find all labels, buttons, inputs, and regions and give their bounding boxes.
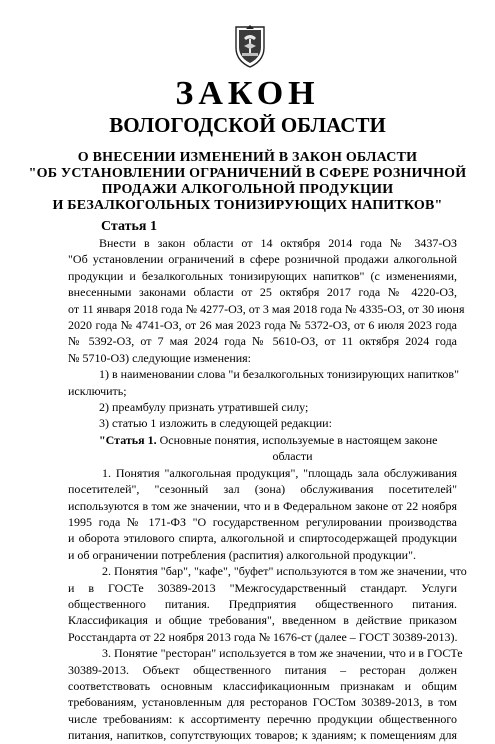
text-line: № 5392-ОЗ, от 7 мая 2024 года № 5610-ОЗ, от 11 октября 2024 года <box>68 334 457 349</box>
law-heading-line: ПРОДАЖИ АЛКОГОЛЬНОЙ ПРОДУКЦИИ <box>101 182 394 197</box>
text-line: 30389-2013. Объект общественного питания – ресторан должен <box>68 662 457 677</box>
law-heading <box>0 150 495 214</box>
region-title: ВОЛОГОДСКОЙ ОБЛАСТИ <box>109 113 386 137</box>
text-line: № 5710-ОЗ) следующие изменения: <box>68 350 252 365</box>
text-line: 3) статью 1 изложить в следующей редакции: <box>99 416 332 431</box>
text-line: 2020 года № 4741-ОЗ, от 26 мая 2023 года № 5372-ОЗ, от 6 июля 2023 года <box>68 318 457 333</box>
text-line: и в ГОСТе 30389-2013 "Межгосударственный стандарт. Услуги <box>68 580 457 595</box>
text-line: 1. Понятия "алкогольная продукция", "площадь зала обслуживания <box>102 465 457 480</box>
text-line: 2) преамбулу признать утратившей силу; <box>99 400 309 415</box>
text-line: "Об установлении ограничений в сфере розничной продажи алкогольной <box>68 252 457 267</box>
text-line: от 11 января 2018 года № 4277-ОЗ, от 3 мая 2018 года № 4335-ОЗ, от 30 июня <box>68 301 465 316</box>
text-line: Росстандарта от 22 ноября 2013 года № 1676-ст (далее – ГОСТ 30389-2013). <box>68 629 458 644</box>
quoted-article-heading <box>68 432 457 448</box>
text-line: 2. Понятия "бар", "кафе", "буфет" используются в том же значении, что <box>102 564 467 579</box>
quoted-article-title-rest: Основные понятия, используемые в настоящем законе <box>156 432 438 447</box>
text-line: внесенными законами области от 25 октября 2017 года № 4220-ОЗ, <box>68 285 457 300</box>
article-title: Статья 1 <box>101 219 157 234</box>
coat-of-arms-icon <box>233 24 267 68</box>
text-line: требованиям, установленным для ресторанов ГОСТом 30389-2013, в том <box>68 695 457 710</box>
text-line: используются в том же значении, что и в Федеральном законе от 22 ноября <box>68 498 457 513</box>
text-line: 1) в наименовании слова "и безалкогольных тонизирующих напитков" <box>99 367 459 382</box>
text-line: продукции и безалкогольных тонизирующих напитков" (с изменениями, <box>68 268 457 283</box>
text-line: общественного питания. Предприятия общественного питания. <box>68 596 457 611</box>
text-line: Внести в закон области от 14 октября 2014 года № 3437-ОЗ <box>99 236 457 250</box>
text-line: посетителей", "сезонный зал (зона) обслуживания посетителей" <box>68 482 457 497</box>
law-heading-line: "ОБ УСТАНОВЛЕНИИ ОГРАНИЧЕНИЙ В СФЕРЕ РОЗНИЧНОЙ <box>28 166 467 181</box>
text-line: 1995 года № 171-ФЗ "О государственном регулировании производства <box>68 514 457 529</box>
quoted-article-title: "Статья 1. <box>99 432 157 447</box>
article-body <box>68 235 467 744</box>
text-line: соответствовать основным классификационным признакам и общим <box>68 678 457 693</box>
text-line: исключить; <box>68 383 127 398</box>
text-line: и об ограничении потребления (распития) алкогольной продукции". <box>68 547 416 562</box>
text-line: числе требованиям: к ассортименту перечню продукции общественного <box>68 711 457 726</box>
law-heading-line: О ВНЕСЕНИИ ИЗМЕНЕНИЙ В ЗАКОН ОБЛАСТИ <box>77 150 418 165</box>
text-line: и оборота этилового спирта, алкогольной и спиртосодержащей продукции <box>68 531 457 546</box>
text-line: 3. Понятие "ресторан" используется в том же значении, что и в ГОСТе <box>102 646 463 661</box>
law-heading-line: И БЕЗАЛКОГОЛЬНЫХ ТОНИЗИРУЮЩИХ НАПИТКОВ" <box>52 198 443 213</box>
law-title: ЗАКОН <box>175 75 320 112</box>
quoted-article-subtitle: области <box>272 449 313 464</box>
text-line: питания, напитков, сопутствующих товаров; к зданиям; к помещениям для <box>68 728 457 743</box>
text-line: Классификация и общие требования", введенном в действие приказом <box>68 613 457 628</box>
